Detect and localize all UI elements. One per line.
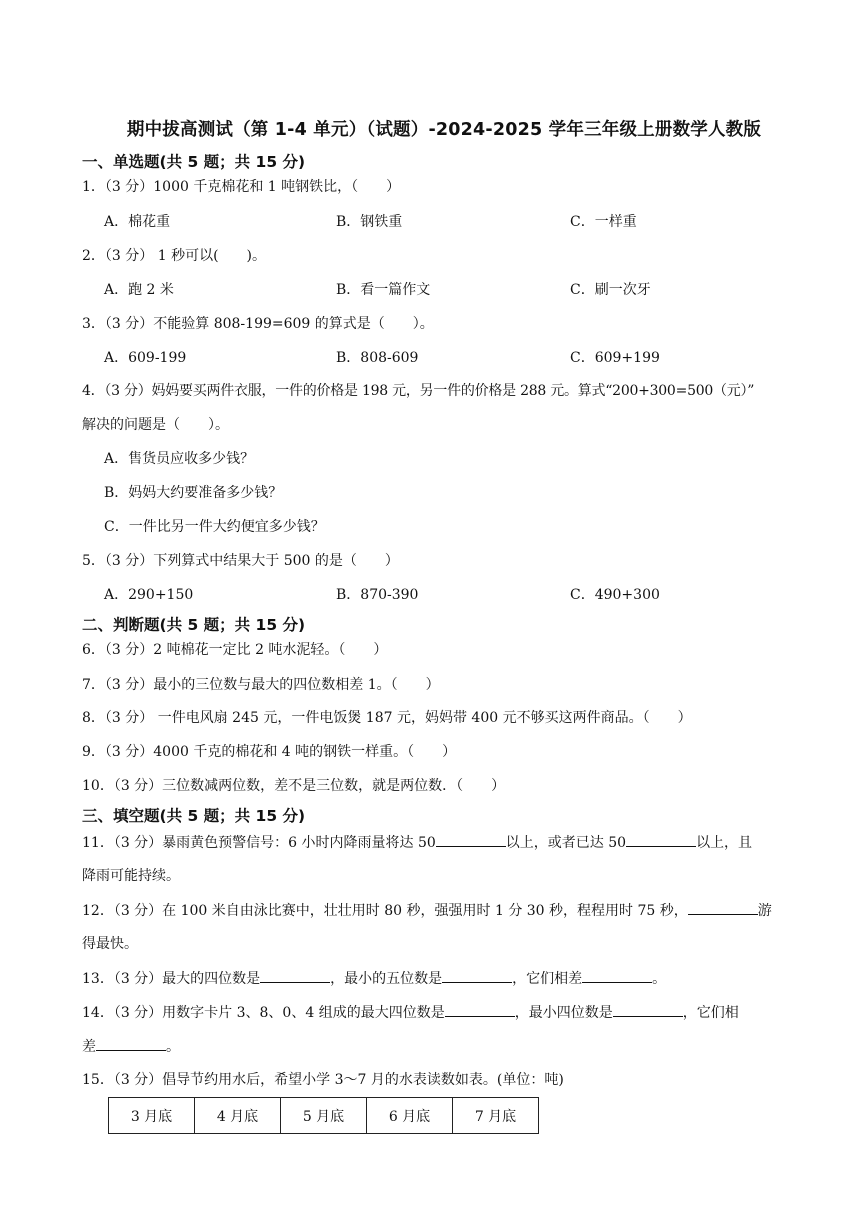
q11-blank-1[interactable] (436, 832, 506, 847)
section-heading-single-choice: 一、单选题(共 5 题；共 15 分) (82, 153, 306, 171)
q12-text-part-1: 12．（3 分）在 100 米自由泳比赛中，壮壮用时 80 秒，强强用时 1 分 30 秒，程程用时 75 秒， (82, 903, 688, 919)
question-14-line-1 (82, 1002, 739, 1023)
q3-option-a[interactable]: A．609-199 (104, 350, 187, 366)
q14-blank-2[interactable] (613, 1002, 683, 1017)
q4-option-c[interactable]: C．一件比另一件大约便宜多少钱？ (104, 519, 325, 535)
table-header-cell: 6 月底 (367, 1098, 453, 1134)
q2-option-c[interactable]: C．刷一次牙 (570, 282, 651, 298)
q11-text-part-2: 以上，或者已达 50 (505, 835, 627, 851)
q14-text-part-1: 14．（3 分）用数字卡片 3、8、0、4 组成的最大四位数是 (82, 1005, 445, 1021)
q11-text-part-1: 11．（3 分）暴雨黄色预警信号：6 小时内降雨量将达 50 (82, 835, 436, 851)
q5-option-b[interactable]: B．870-390 (336, 587, 419, 603)
q13-text-part-2: ，最小的五位数是 (330, 971, 443, 987)
q13-blank-1[interactable] (260, 968, 330, 983)
question-12-line-1 (82, 900, 772, 921)
q4-option-a[interactable]: A．售货员应收多少钱？ (104, 451, 255, 467)
q1-option-b[interactable]: B．钢铁重 (336, 214, 403, 230)
q13-blank-3[interactable] (582, 968, 652, 983)
q1-option-a[interactable]: A．棉花重 (104, 214, 171, 230)
table-header-cell: 3 月底 (109, 1098, 195, 1134)
q11-blank-2[interactable] (626, 832, 696, 847)
q1-option-c[interactable]: C．一样重 (570, 214, 637, 230)
exam-title: 期中拔高测试（第 1-4 单元）（试题）-2024-2025 学年三年级上册数学人教版 (126, 120, 762, 140)
q13-text-part-3: ，它们相差 (512, 971, 583, 987)
question-3: 3．（3 分）不能验算 808-199=609 的算式是（ ）。 (82, 316, 434, 332)
question-6: 6．（3 分）2 吨棉花一定比 2 吨水泥轻。（ ） (82, 642, 388, 658)
q14-text-part-3: ，它们相 (682, 1005, 739, 1021)
q14-blank-1[interactable] (445, 1002, 515, 1017)
q13-text-part-4: 。 (652, 971, 667, 987)
question-8: 8．（3 分） 一件电风扇 245 元，一件电饭煲 187 元，妈妈带 400 元不够买这两件商品。（ ） (82, 710, 692, 726)
q11-text-part-3: 以上，且 (696, 835, 753, 851)
q14-blank-3[interactable] (96, 1036, 166, 1051)
q2-option-b[interactable]: B．看一篇作文 (336, 282, 431, 298)
water-meter-table (108, 1097, 539, 1134)
question-5: 5．（3 分）下列算式中结果大于 500 的是（ ） (82, 553, 399, 569)
question-9: 9．（3 分）4000 千克的棉花和 4 吨的钢铁一样重。（ ） (82, 744, 457, 760)
question-13 (82, 968, 666, 989)
question-2: 2．（3 分） 1 秒可以( )。 (82, 248, 266, 264)
q13-blank-2[interactable] (442, 968, 512, 983)
q13-text-part-1: 13．（3 分）最大的四位数是 (82, 971, 261, 987)
q2-option-a[interactable]: A．跑 2 米 (104, 282, 174, 298)
q3-option-c[interactable]: C．609+199 (570, 350, 660, 366)
table-header-cell: 5 月底 (281, 1098, 367, 1134)
q14-line2-text-a: 差 (82, 1039, 96, 1055)
question-4-line-2: 解决的问题是（ ）。 (82, 417, 229, 433)
q12-blank-1[interactable] (688, 900, 758, 915)
q3-option-b[interactable]: B．808-609 (336, 350, 419, 366)
table-header-cell: 7 月底 (453, 1098, 539, 1134)
question-12-line-2: 得最快。 (82, 936, 138, 952)
question-14-line-2 (82, 1036, 180, 1057)
q5-option-a[interactable]: A．290+150 (104, 587, 194, 603)
q5-option-c[interactable]: C．490+300 (570, 587, 660, 603)
question-1: 1．（3 分）1000 千克棉花和 1 吨钢铁比，（ ） (82, 179, 401, 195)
question-4-line-1: 4．（3 分）妈妈要买两件衣服，一件的价格是 198 元，另一件的价格是 288 元。算式“200+300=500（元）” (82, 383, 755, 399)
question-11-line-1 (82, 832, 752, 853)
q14-line2-text-b: 。 (166, 1039, 180, 1055)
q4-option-b[interactable]: B．妈妈大约要准备多少钱？ (104, 485, 283, 501)
table-header-cell: 4 月底 (195, 1098, 281, 1134)
question-10: 10．（3 分）三位数减两位数，差不是三位数，就是两位数．（ ） (82, 778, 506, 794)
q14-text-part-2: ，最小四位数是 (514, 1005, 613, 1021)
section-heading-fill-blank: 三、填空题(共 5 题；共 15 分) (82, 807, 306, 825)
question-15: 15．（3 分）倡导节约用水后，希望小学 3～7 月的水表读数如表。(单位：吨) (82, 1072, 564, 1088)
q12-text-part-2: 游 (757, 903, 772, 919)
question-11-line-2: 降雨可能持续。 (82, 868, 180, 884)
table-row (109, 1098, 539, 1134)
question-7: 7．（3 分）最小的三位数与最大的四位数相差 1。（ ） (82, 677, 440, 693)
section-heading-true-false: 二、判断题(共 5 题；共 15 分) (82, 616, 306, 634)
